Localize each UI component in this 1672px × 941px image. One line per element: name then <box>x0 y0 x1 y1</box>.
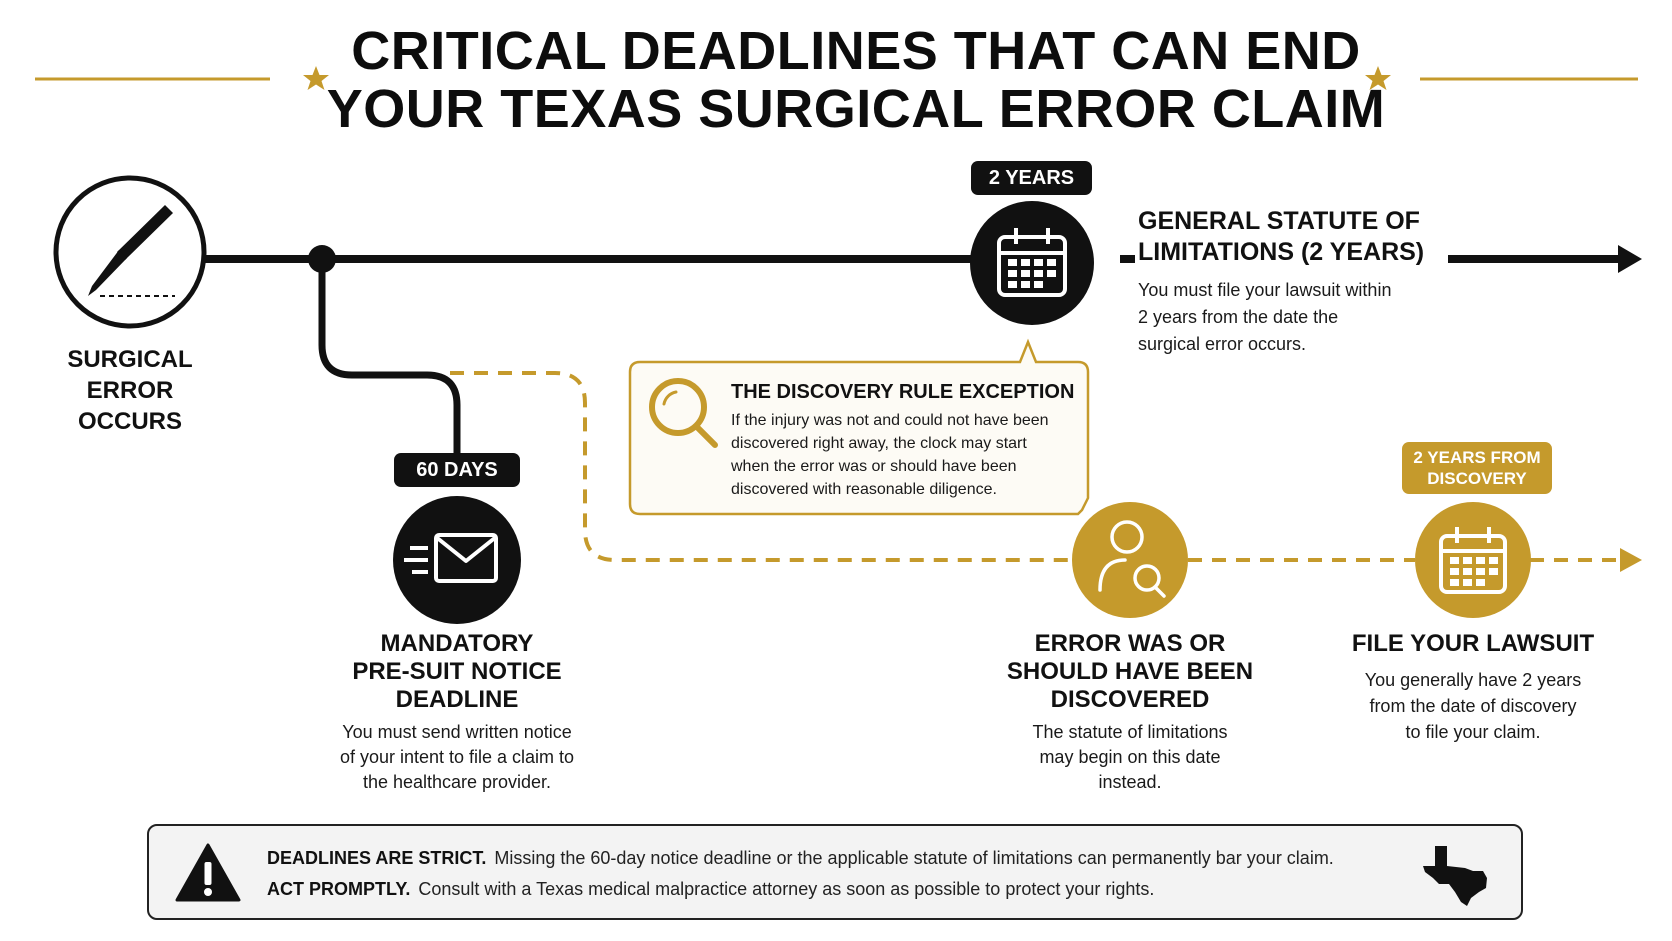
texas-map-icon <box>1421 844 1491 908</box>
discovery-rule-body <box>731 409 1049 501</box>
general-body-line: 2 years from the date the <box>1138 307 1339 327</box>
notice-body-line: You must send written notice <box>342 722 572 742</box>
discovered-body-line: may begin on this date <box>1039 747 1221 767</box>
file-body-line: You generally have 2 years <box>1364 670 1582 690</box>
general-heading-line: GENERAL STATUTE OF <box>1138 207 1420 235</box>
file-body <box>1343 667 1603 745</box>
footer-line-1 <box>267 848 1334 869</box>
notice-body <box>297 720 617 795</box>
discovered-heading-line: DISCOVERED <box>1050 686 1210 713</box>
general-body-line: surgical error occurs. <box>1138 334 1307 354</box>
general-body <box>1138 277 1468 358</box>
discovered-heading-line: SHOULD HAVE BEEN <box>1006 658 1254 685</box>
discovered-circle <box>1072 502 1188 618</box>
notice-heading-line: PRE-SUIT NOTICE <box>352 658 562 685</box>
discovery-rule-line: discovered with reasonable diligence. <box>731 481 997 498</box>
warning-icon <box>175 843 241 903</box>
file-badge <box>1402 442 1552 494</box>
general-badge: 2 YEARS <box>971 161 1092 195</box>
footer-line-2-text: Consult with a Texas medical malpractice attorney as soon as possible to protect your rights. <box>418 879 1155 899</box>
notice-heading-line: DEADLINE <box>395 686 519 713</box>
footer-line-1-bold: DEADLINES ARE STRICT. <box>267 848 487 868</box>
start-label <box>40 344 220 437</box>
title-line-2: YOUR TEXAS SURGICAL ERROR CLAIM <box>326 79 1386 139</box>
discovery-rule-line: If the injury was not and could not have been <box>731 412 1049 429</box>
start-label-line: OCCURS <box>77 408 182 435</box>
footer-line-2-bold: ACT PROMPTLY. <box>267 879 411 899</box>
arrow-right-icon <box>1618 245 1642 273</box>
file-badge-line: DISCOVERY <box>1427 469 1527 488</box>
notice-badge: 60 DAYS <box>394 453 520 487</box>
discovery-rule-line: discovered right away, the clock may start <box>731 435 1027 452</box>
title-line-1: CRITICAL DEADLINES THAT CAN END <box>351 21 1361 81</box>
start-label-line: SURGICAL <box>67 346 193 373</box>
file-calendar-circle <box>1415 502 1531 618</box>
file-body-line: from the date of discovery <box>1369 696 1577 716</box>
general-heading <box>1138 206 1424 268</box>
arrow-right-gold-icon <box>1620 548 1642 572</box>
file-body-line: to file your claim. <box>1405 722 1541 742</box>
discovery-rule-line: when the error was or should have been <box>731 458 1017 475</box>
notice-heading-line: MANDATORY <box>380 630 534 657</box>
notice-body-line: the healthcare provider. <box>362 772 552 792</box>
notice-body-line: of your intent to file a claim to <box>339 747 575 767</box>
discovered-body-line: The statute of limitations <box>1032 722 1228 742</box>
file-heading: FILE YOUR LAWSUIT <box>1351 630 1595 657</box>
file-badge-line: 2 YEARS FROM <box>1413 448 1541 467</box>
notice-heading <box>307 630 607 714</box>
general-heading-line: LIMITATIONS (2 YEARS) <box>1138 238 1425 266</box>
discovery-rule-title: THE DISCOVERY RULE EXCEPTION <box>731 381 1075 403</box>
footer-line-2 <box>267 879 1154 900</box>
notice-branch-line <box>322 259 457 470</box>
discovered-body-line: instead. <box>1098 772 1162 792</box>
general-body-line: You must file your lawsuit within <box>1138 280 1392 300</box>
page-title <box>300 22 1412 138</box>
discovered-heading <box>980 630 1280 714</box>
footer-warning-box <box>147 824 1523 920</box>
footer-line-1-text: Missing the 60-day notice deadline or the applicable statute of limitations can permanently bar your claim. <box>494 848 1334 868</box>
start-label-line: ERROR <box>86 377 174 404</box>
discovered-body <box>1000 720 1260 795</box>
general-calendar-circle <box>970 201 1094 325</box>
discovered-heading-line: ERROR WAS OR <box>1034 630 1226 657</box>
